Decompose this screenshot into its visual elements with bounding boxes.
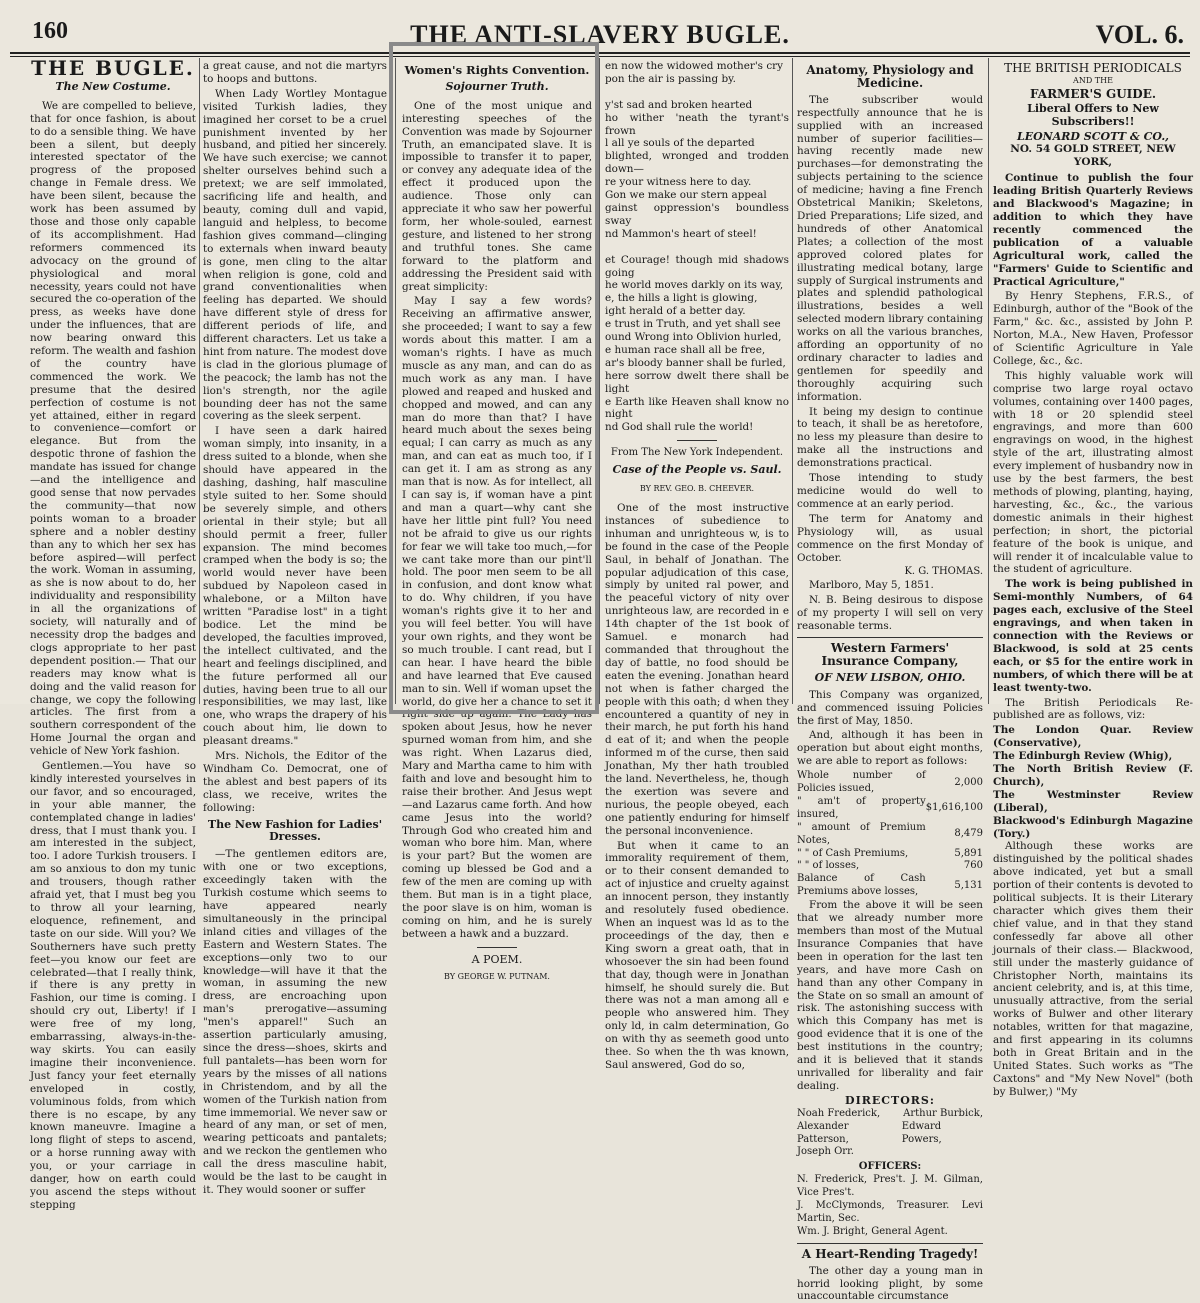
section-rule	[477, 947, 517, 948]
periodical-item: The North British Review (F. Church),	[993, 763, 1193, 788]
source-line: From The New York Independent.	[610, 447, 784, 459]
poem-text	[605, 60, 789, 434]
ad-paragraph: Those intending to study medicine would do well to commence at an early period.	[797, 472, 983, 510]
column-divider	[988, 58, 989, 704]
column-british-periodicals	[993, 60, 1193, 1098]
table-value: 5,891	[954, 847, 983, 859]
newspaper-title: THE ANTI-SLAVERY BUGLE.	[410, 20, 790, 49]
poem-line: nd Mammon's heart of steel!	[605, 227, 757, 240]
bugle-heading: THE BUGLE.	[31, 56, 195, 80]
table-row	[797, 873, 983, 899]
poem-line: ound Wrong into Oblivion hurled,	[605, 331, 782, 344]
poem-line: e trust in Truth, and yet shall see	[605, 318, 781, 331]
column-poem-cheever	[605, 60, 789, 1071]
column-divider	[199, 58, 200, 704]
table-label: " am't of property insured,	[797, 795, 926, 820]
poem-line: he world moves darkly on its way,	[605, 279, 784, 292]
poem-line: ight herald of a better day.	[605, 305, 746, 318]
insurance-heading: Western Farmers' Insurance Company,	[821, 640, 959, 668]
publisher-name: LEONARD SCOTT & CO.,	[1016, 129, 1169, 143]
table-label: " amount of Premium Notes,	[797, 821, 926, 846]
ad-paragraph: This Company was organized, and commenced issuing Policies the first of May, 1850.	[797, 688, 983, 727]
officer-line: J. McClymonds, Treasurer. Levi Martin, Sec.	[797, 1200, 983, 1224]
director-row	[797, 1121, 983, 1147]
table-value: 8,479	[954, 828, 983, 840]
column-divider	[792, 58, 793, 704]
table-row	[797, 770, 983, 796]
poem-line: Gon we make our stern appeal	[605, 189, 767, 202]
article-paragraph: We are compelled to believe, that for once fashion, is about to do a sensible thing. We have been a silent, but deeply interested spectator of the progress of the proposed change in Female dress. We have been silent, because the work has been assumed by those and those only capable of its accomplishment. Had reformers commenced its advocacy on the ground of physiological and moral necessity, years could not have secured the co-operation of the press, as weeks have done under the influences, that are now bearing onward this reform. The wealth and fashion of the country have commenced the work. We presume that the desired perfection of costume is not yet attained, either in regard to convenience—comfort or elegance. But from the despotic throne of fashion the mandate has issued for change—and the intelligence and good sense that now pervades the community—that now points woman to a broader sphere and a nobler destiny than any to which her sex has before aspired—will perfect the work. Woman in assuming, as she is now about to do, her individuality and responsibility in all the organizations of society, will naturally and of necessity drop the badges and clogs appropriate to her past dependent position.— That our readers may know what is doing and the valid reason for change, we copy the following articles. The first from a southern correspondent of the Home Journal the organ and vehicle of New York fashion.	[30, 99, 196, 758]
poem-line: en now the widowed mother's cry	[605, 60, 783, 72]
table-value: $1,616,100	[925, 802, 983, 814]
poem-line: nd God shall rule the world!	[605, 421, 754, 434]
table-label: " " of Cash Premiums,	[797, 847, 909, 859]
director-name: Noah Frederick,	[797, 1107, 881, 1119]
column-divider	[395, 58, 396, 704]
table-row	[797, 822, 983, 848]
periodical-item: The Westminster Review (Liberal),	[993, 788, 1193, 814]
section-rule	[797, 637, 983, 638]
column-womens-rights	[402, 60, 592, 981]
ad-paragraph: Although these works are distinguished by the political shades above indicated, yet but a small portion of their contents is devoted to political subjects. It is their Literary character which gives them their chief value, and in that they stand confessedly far above all other journals of their class.— Blackwood, still under the masterly guidance of Christopher North, maintains its ancient celebrity, and is, at this time, unusually attractive, from the serial works of Bulwer and other literary notables, written for that magazine, and first appearing in its columns both in Great Britain and in the United States. Such works as "The Caxtons" and "My New Novel" (both by Bulwer,) "My	[993, 840, 1193, 1098]
table-label: " " of losses,	[797, 860, 860, 872]
directors-list	[797, 1108, 983, 1160]
case-heading: Case of the People vs. Saul.	[612, 463, 782, 477]
directors-heading: DIRECTORS:	[845, 1093, 935, 1107]
table-label: Balance of Cash Premiums above losses,	[797, 873, 926, 898]
ad-signature: K. G. THOMAS.	[904, 566, 983, 578]
poem-line: here sorrow dwelt there shall be light	[605, 369, 789, 395]
anatomy-heading: Anatomy, Physiology and Medicine.	[806, 63, 974, 90]
table-value: 5,131	[954, 879, 983, 891]
director-row	[797, 1146, 983, 1159]
section-rule	[797, 1243, 983, 1244]
case-author: BY REV. GEO. B. CHEEVER.	[639, 484, 755, 494]
poem-line: ar's bloody banner shall be furled,	[605, 356, 786, 369]
article-paragraph: I have seen a dark haired woman simply, into insanity, in a dress suited to a blonde, when she should have appeared in the dashing, dashing, half masculine style suited to her. Some should be severely simple, and others oriental in their style; but all should permit a freer, fuller expansion. The mind becomes cramped when the body is so; the world would never have been subdued by Napoleon cased in whalebone, or a Milton have written "Paradise lost" in a tight bodice. Let the mind be developed, the faculties improved, the intellect cultivated, and the heart and feelings disciplined, and the future performed all our duties, having been true to all our responsibilities, we may last, like one, who wraps the drapery of his couch about him, lie down to pleasant dreams."	[203, 425, 387, 748]
article-paragraph: May I say a few words? Receiving an affirmative answer, she proceeded; I want to say a few words about this matter. I am a woman's rights. I have as much muscle as any man, and can do as much work as any man. I have plowed and reaped and husked and chopped and mowed, and can any man do more than that? I have heard much about the sexes being equal; I can carry as much as any man, and can eat as much too, if I can get it. I am as strong as any man that is now. As for intellect, all I can say is, if woman have a pint and man a quart—why cant she have her little pint full? You need not be afraid to give us our rights for fear we will take too much,—for we cant take more than our pint'll hold. The poor men seem to be all in confusion, and dont know what to do. Why children, if you have woman's rights give it to her and you will feel better. You will have your own rights, and they wont be so much trouble. I cant read, but I can hear. I have heard the bible and have learned that Eve caused man to sin. Well if woman upset the world, do give her a chance to set it right side up again. The Lady has spoken about Jesus, how he never spurned woman from him, and she was right. When Lazarus died, Mary and Martha came to him with faith and love and besought him to raise their brother. And Jesus wept—and Lazarus came forth. And how came Jesus into the world? Through God who created him and woman who bore him. Man, where is your part? But the women are coming up blessed be God and a few of the men are coming up with them. But man is in a tight place, the poor slave is on him, woman is coming on him, and he is surely between a hawk and a buzzard.	[402, 295, 592, 940]
article-paragraph: But when it came to an immorality requirement of them, or to their consent demanded to act of injustice and cruelty against an innocent person, they instantly and resolutely fused obedience. When an inquest was ld as to the proceedings of the day, then e King sworn a great oath, that in whosoever the sin had been found that day, though were in Jonathan himself, he should surely die. But there was not a man among all e people who answered him. They only ld, in calm determination, Go on with thy as seemeth good unto thee. So when the th was known, Saul answered, God do so,	[605, 839, 789, 1071]
ad-paragraph: The work is being published in Semi-monthly Numbers, of 64 pages each, exclusive of the Steel engravings, and when taken in connection with the Reviews or Blackwood, is sold at 25 cents each, or $5 for the entire work in numbers, of which there will be at least twenty-two.	[993, 578, 1193, 694]
new-fashion-heading: The New Fashion for Ladies' Dresses.	[207, 817, 383, 844]
poem-line	[605, 86, 789, 99]
director-name: Joseph Orr.	[797, 1146, 854, 1158]
ad-paragraph: The British Periodicals Re-published are as follows, viz:	[993, 696, 1193, 722]
volume-number: VOL. 6.	[1095, 20, 1184, 49]
tragedy-heading: A Heart-Rending Tragedy!	[801, 1246, 979, 1261]
poem-line: e, the hills a light is glowing,	[605, 292, 758, 305]
page-number: 160	[32, 18, 68, 44]
ad-paragraph: Continue to publish the four leading British Quarterly Reviews and Blackwood's Magazine; in addition to which they have recently commenced the publication of a valuable Agricultural work, called the "Farmers' Guide to Scientific and Practical Agriculture,"	[993, 172, 1193, 288]
article-paragraph: —The gentlemen editors are, with one or two exceptions, exceedingly taken with the Turkish costume which seems to have appeared nearly simultaneously in the principal inland cities and villages of the Eastern and Western States. The exceptions—only two to our knowledge—will have it that the woman, in assuming the new dress, are encroaching upon man's prerogative—assuming "men's apparel!" Such an assertion particularly amusing, since the dress—shoes, skirts and full pantalets—has been worn for years by the misses of all nations in Christendom, and by all the women of the Turkish nation from time immemorial. We never saw or heard of any man, or set of men, wearing petticoats and pantalets; and we reckon the gentlemen who call the dress masculine habit, would be the last to be caught in it. They would sooner or suffer	[203, 848, 387, 1196]
column-costume-continued	[203, 60, 387, 1196]
poem-line	[605, 241, 789, 254]
poem-line: et Courage! though mid shadows going	[605, 253, 789, 279]
ad-paragraph: The other day a young man in horrid looking plight, by some unaccountable circumstance	[797, 1264, 983, 1303]
poem-line: e human race shall all be free,	[605, 343, 766, 356]
poem-line: ho wither 'neath the tyrant's frown	[605, 111, 789, 137]
article-paragraph: Gentlemen.—You have so kindly interested yourselves in our favor, and so encouraged, in your able manner, the contemplated change in ladies' dress, that I must thank you. I am interested in the subject, too. I adore Turkish trousers. I am so anxious to don my tunic and trousers, though rather afraid yet, that I must beg you to throw all your learning, eloquence, refinement, and taste on our side. Will you? We Southerners have such pretty feet—you know our feet are celebrated—that I really think, if there is any pretty in Fashion, our time is coming. I should cry out, Liberty! if I were free of my long, embarrassing, always-in-the-way skirts. You can easily imagine their inconvenience. Just fancy your feet eternally enveloped in costly, voluminous folds, from which there is no escape, by any known maneuvre. Imagine a long flight of steps to ascend, or a horse running away with you, or your carriage in danger, how on earth could you ascend the steps without stepping	[30, 760, 196, 1211]
column-divider	[599, 58, 600, 704]
director-row	[797, 1108, 983, 1121]
poem-title: A POEM.	[471, 952, 523, 966]
table-value: 760	[963, 860, 983, 872]
table-value: 2,000	[954, 776, 983, 788]
article-paragraph: Mrs. Nichols, the Editor of the Windham Co. Democrat, one of the ablest and best papers of its class, we receive, writes the following:	[203, 750, 387, 814]
officer-line: Wm. J. Bright, General Agent.	[797, 1225, 948, 1237]
periodicals-and: AND THE	[1073, 75, 1113, 85]
periodicals-list	[993, 724, 1193, 840]
poem-author: BY GEORGE W. PUTNAM.	[444, 971, 550, 981]
periodical-item: The London Quar. Review (Conservative),	[993, 724, 1193, 750]
article-paragraph: When Lady Wortley Montague visited Turkish ladies, they imagined her corset to be a cruel punishment invented by her husband, and pitied her sincerely. We have such exercise; we cannot shelter ourselves behind such a pretext; we are self immolated, sacrificing life and health, and beauty, coming dull and vapid, languid and helpless, to become fashion gives command—clinging to externals when inward beauty is gone, men cling to the altar when religion is gone, cold and grand conventionalities when feeling has departed. We should have different style of dress for different periods of life, and different characters. Let us take a hint from nature. The modest dove is clad in the glorious plumage of the peacock; the lamb has not the lion's strength, nor the agile bounding deer has not the same covering as the sleek serpent.	[203, 87, 387, 423]
director-name: Alexander Patterson,	[797, 1120, 849, 1145]
insurance-table	[797, 770, 983, 899]
farmers-guide-heading: FARMER'S GUIDE.	[1029, 86, 1157, 101]
director-name: Edward Powers,	[901, 1120, 942, 1145]
new-costume-heading: The New Costume.	[55, 79, 171, 93]
offer-line: Liberal Offers to New Subscribers!!	[1027, 101, 1159, 128]
poem-line: gainst oppression's boundless sway	[605, 201, 789, 227]
table-row	[797, 860, 983, 873]
poem-line: e Earth like Heaven shall know no night	[605, 395, 789, 421]
womens-rights-heading: Women's Rights Convention.	[404, 63, 590, 77]
ad-paragraph: It being my design to continue to teach, it shall be as heretofore, no less my pleasure than desire to make all the instructions and demonstrations practical.	[797, 405, 983, 470]
ad-paragraph: By Henry Stephens, F.R.S., of Edinburgh, author of the "Book of the Farm," &c. &c., assisted by John P. Norton, M.A., New Haven, Professor of Scientific Agriculture in Yale College, &c., &c.	[993, 290, 1193, 367]
poem-line: y'st sad and broken hearted	[605, 98, 753, 111]
sojourner-truth-heading: Sojourner Truth.	[445, 79, 549, 93]
table-row	[797, 848, 983, 861]
ad-paragraph: The subscriber would respectfully announce that he is supplied with an increased number of superior facilities—having recently made new purchases—for demonstrating the subjects pertaining to the science of medicine; having a fine French Obstetrical Manikin; Skeletons, Dried Preparations; Life sized, and hundreds of other Anatomical Plates; a collection of the most approved colored plates for illustrating medical botany, large supply of Surgical instruments and plates and splendid pathological illustrations, besides a well selected modern library containing works on all the various branches, affording an opportunity of no ordinary character to ladies and gentlemen for speedily and thoroughly acquiring such information.	[797, 93, 983, 403]
poem-line: re your witness here to day.	[605, 176, 752, 189]
column-advertisements	[797, 60, 983, 1303]
publisher-address: NO. 54 GOLD STREET, NEW YORK,	[1010, 143, 1176, 169]
article-paragraph: a great cause, and not die martyrs to hoops and buttons.	[203, 60, 387, 85]
article-paragraph: One of the most unique and interesting speeches of the Convention was made by Sojourner Truth, an emancipated slave. It is impossible to transfer it to paper, or convey any adequate idea of the effect it produced upon the audience. Those only can appreciate it who saw her powerful form, her whole-souled, earnest gesture, and listened to her strong and truthful tones. She came forward to the platform and addressing the President said with great simplicity:	[402, 99, 592, 293]
director-name: Arthur Burbick,	[903, 1107, 983, 1119]
poem-line: pon the air is passing by.	[605, 72, 736, 85]
periodicals-heading: THE BRITISH PERIODICALS	[1004, 61, 1182, 75]
ad-paragraph: From the above it will be seen that we already number more members than most of the Mutual Insurance Companies that have been in operation for the last ten years, and have more Cash on hand than any other Company in the State on so small an amount of risk. The astonishing success with which this Company has met is good evidence that it is one of the best institutions in the country; and it is believed that it stands unrivalled for liberality and fair dealing.	[797, 899, 983, 1092]
ad-paragraph: And, although it has been in operation but about eight months, we are able to report as follows:	[797, 729, 983, 768]
poem-line: blighted, wronged and trodden down—	[605, 150, 789, 176]
table-label: Whole number of Policies issued,	[797, 770, 926, 795]
ad-paragraph: This highly valuable work will comprise two large royal octavo volumes, containing over 1400 pages, with 18 or 20 splendid steel engravings, and more than 600 engravings on wood, in the highest style of the art, illustrating almost every implement of husbandry now in use by the best farmers, the best methods of plowing, planting, haying, harvesting, &c., &c., the various domestic animals in their highest perfection; in short, the pictorial feature of the book is unique, and will render it of incalculable value to the student of agriculture.	[993, 369, 1193, 576]
ad-dateline: Marlboro, May 5, 1851.	[809, 579, 934, 592]
officer-line: N. Frederick, Pres't. J. M. Gilman, Vice Pres't.	[797, 1174, 983, 1199]
article-paragraph: One of the most instructive instances of subedience to inhuman and unrighteous w, is to be found in the case of the People Saul, in behalf of Jonathan. The popular adjudication of this case, simply by united ral power, and the peaceful victory of nity over unrighteous law, are recorded in e 14th chapter of the 1st book of Samuel. e monarch had commanded that throughout the day of battle, no food should be eaten the evening. Jonathan heard not when is father charged the people with this oath; d when they encountered a quantity of ney in their march, he put forth his hand d eat of it; and when the people informed m of the curse, then said Jonathan, My ther hath troubled the land. Nevertheless, he, though the exertion was severe and nurious, the people obeyed, each one patiently enduring for himself the personal inconvenience.	[605, 502, 789, 837]
ad-paragraph: The term for Anatomy and Physiology will, as usual commence on the first Monday of October.	[797, 512, 983, 564]
insurance-subheading: OF NEW LISBON, OHIO.	[814, 670, 966, 684]
periodical-item: Blackwood's Edinburgh Magazine (Tory.)	[993, 814, 1193, 840]
masthead-rule	[10, 52, 1190, 54]
poem-line: l all ye souls of the departed	[605, 137, 755, 150]
table-row	[797, 796, 983, 822]
ad-note: N. B. Being desirous to dispose of my property I will sell on very reasonable terms.	[797, 594, 983, 633]
masthead	[0, 0, 1200, 50]
section-rule	[677, 440, 717, 441]
periodical-item: The Edinburgh Review (Whig),	[993, 750, 1173, 763]
officers-list	[797, 1174, 983, 1239]
column-bugle	[30, 56, 196, 1211]
officers-heading: OFFICERS:	[858, 1161, 922, 1173]
